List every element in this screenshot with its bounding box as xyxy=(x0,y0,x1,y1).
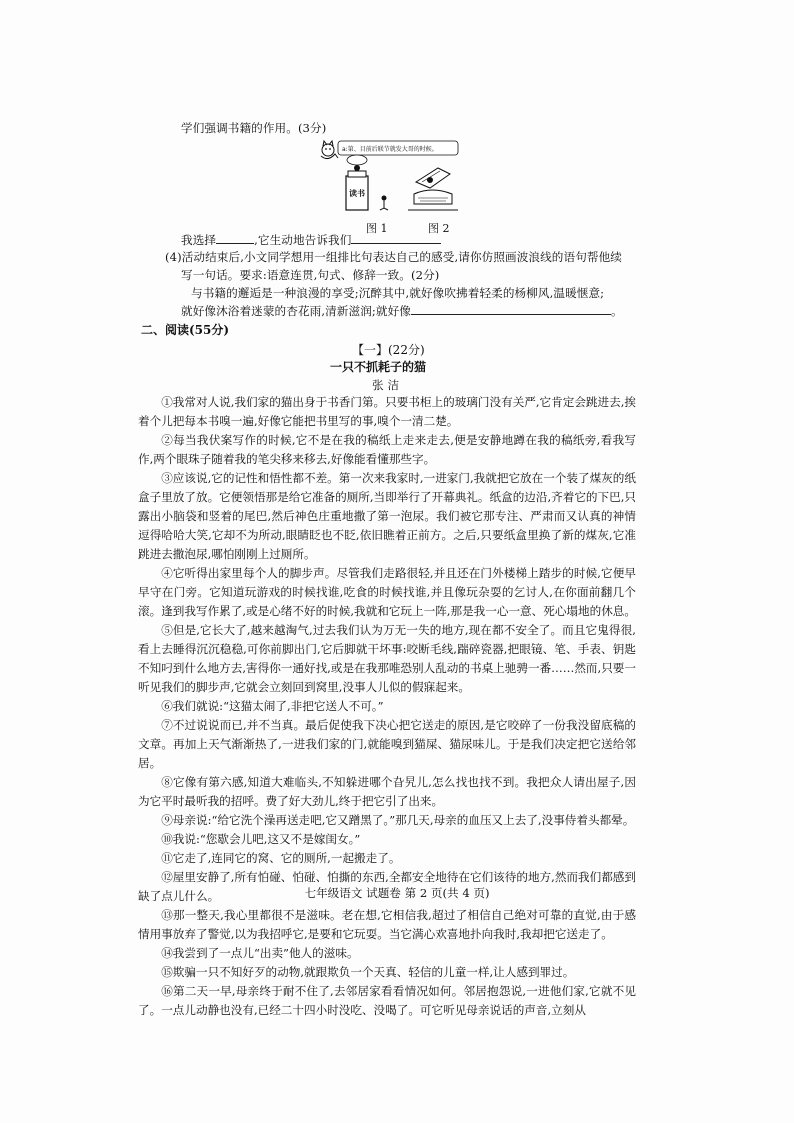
paragraph: ⑦不过说说而已,并不当真。最后促使我下决心把它送走的原因,是它咬碎了一份我没留底稿的文章。再加上天气渐渐热了,一进我们家的门,就能嗅到猫屎、猫尿味儿。于是我们决定把它送给邻居。 xyxy=(138,718,636,770)
paragraph: ⑤但是,它长大了,越来越淘气,过去我们认为万无一失的地方,现在都不安全了。而且它鬼得很,看上去睡得沉沉稳稳,可你前脚出门,它后脚就干坏事:咬断毛线,踹碎瓷器,把眼镜、笔、手表、钥匙不知叼到什么地方去,害得你一通好找,或是在我那唯恐别人乱动的书桌上驰骋一番……然而,只要一听见我们的脚步声,它就会立刻回到窝里,没事人儿似的假寐起来。 xyxy=(138,623,636,694)
page-footer: 七年级语文 试题卷 第 2 页(共 4 页) xyxy=(304,886,490,900)
select-blank[interactable] xyxy=(216,231,254,244)
book-label: 读书 xyxy=(349,189,365,198)
desk-scene-icon xyxy=(408,168,458,210)
paragraph: ⑩我说:“您歇会儿吧,这又不是嫁闺女。” xyxy=(161,832,361,846)
passage-part-label: 【一】(22分) xyxy=(352,343,425,357)
paragraph: ⑥我们就说:“这猫太闹了,非把它送人不可。” xyxy=(161,699,384,713)
q4-line-4: 就好像沐浴着迷蒙的杏花雨,清新滋润;就好像 。 xyxy=(181,304,623,318)
select-mid: ,它生动地告诉我们 xyxy=(254,233,352,247)
lesson-blank[interactable] xyxy=(351,231,441,244)
paragraph: ②每当我伏案写作的时候,它不是在我的稿纸上走来走去,便是安静地蹲在我的稿纸旁,看我写作,两个眼珠子随着我的笔尖移来移去,好像能看懂那些字。 xyxy=(138,433,636,466)
paragraph: ⑯第二天一早,母亲终于耐不住了,去邻居家看看情况如何。邻居抱怨说,一进他们家,它就不见了。一点儿动静也没有,已经二十四小时没吃、没喝了。可它听见母亲说话的声音,立刻从 xyxy=(138,984,636,1017)
q4-line-4-text: 就好像沐浴着迷蒙的杏花雨,清新滋润;就好像 xyxy=(181,304,411,318)
q4-answer-blank[interactable] xyxy=(411,302,611,315)
paragraph: ⑮欺骗一只不知好歹的动物,就跟欺负一个天真、轻信的儿童一样,让人感到罪过。 xyxy=(161,965,575,979)
paragraph: ⑬那一整天,我心里都很不是滋味。老在想,它相信我,超过了相信自己绝对可靠的直觉,由于感情用事放弃了警觉,以为我招呼它,是要和它玩耍。当它满心欢喜地扑向我时,我却把它送走了。 xyxy=(138,908,636,941)
paragraph: ⑪它走了,连同它的窝、它的厕所,一起搬走了。 xyxy=(161,851,401,865)
select-prefix: 我选择 xyxy=(181,233,217,247)
figure-2-label: 图 2 xyxy=(428,222,450,235)
q4-line-1: (4)活动结束后,小文同学想用一组排比句表达自己的感受,请你仿照画波浪线的语句帮他续 xyxy=(165,250,622,264)
q4-line-2: 写一句话。要求:语意连贯,句式、修辞一致。(2分) xyxy=(181,268,440,282)
paragraph: ④它听得出家里每个人的脚步声。尽管我们走路很轻,并且还在门外楼梯上踏步的时候,它便早早守在门旁。它知道玩游戏的时候找谁,吃食的时候找谁,并且像玩杂耍的乞讨人,在你面前翻几个滚。逢到我写作累了,或是心绪不好的时候,我就和它玩上一阵,那是我一心一意、死心塌地的休息。 xyxy=(138,566,636,618)
q4-line-3: 与书籍的邂逅是一种浪漫的享受;沉醉其中,就好像吹拂着轻柔的杨柳风,温暖惬意; xyxy=(191,286,605,300)
section-two-heading: 二、阅读(55分) xyxy=(141,323,230,337)
book-box-icon xyxy=(346,155,368,210)
paragraph: ①我常对人说,我们家的猫出身于书香门第。只要书柜上的玻璃门没有关严,它肯定会跳进去,挨着个儿把每本书嗅一遍,好像它能把书里写的事,嗅个一清二楚。 xyxy=(138,395,636,428)
small-figure-icon xyxy=(380,196,388,211)
paragraph: ⑨母亲说:“给它洗个澡再送走吧,它又蹭黑了。”那几天,母亲的血压又上去了,没事侍着头都晕。 xyxy=(161,813,635,827)
paragraph: ⑧它像有第六感,知道大难临头,不知躲进哪个旮旯儿,怎么找也找不到。我把众人请出屋子,因为它平时最听我的招呼。费了好大劲儿,终于把它引了出来。 xyxy=(138,775,636,808)
bubble-text: a:第、目前后联节就发大哥的时候。 xyxy=(342,146,438,153)
passage-title: 一只不抓耗子的猫 xyxy=(330,360,427,374)
cartoon-cat-icon xyxy=(321,141,338,159)
paragraph: ⑫屋里安静了,所有怕碰、怕碰、怕撕的东西,全都安全地待在它们该待的地方,然而我们都感到缺了点儿什么。 xyxy=(138,870,636,903)
illustration-figures xyxy=(318,138,464,235)
paragraph: ③应该说,它的记性和悟性都不差。第一次来我家时,一进家门,我就把它放在一个装了煤灰的纸盒子里放了放。它便领悟那是给它准备的厕所,当即举行了开幕典礼。纸盒的边沿,齐着它的下巴,只露出小脑袋和竖着的尾巴,然后神色庄重地撒了第一泡尿。我们被它那专注、严肃而又认真的神情逗得哈哈大笑,它却不为所动,眼睛眨也不眨,依旧瞧着正前方。之后,只要纸盒里换了新的煤灰,它准跳进去撒泡尿,哪怕刚刚上过厕所。 xyxy=(138,471,636,561)
paragraph: ⑭我尝到了一点儿“出卖”他人的滋味。 xyxy=(161,946,359,960)
cartoon-illustration xyxy=(318,138,464,222)
passage-author: 张 洁 xyxy=(372,378,400,392)
figure-1-label: 图 1 xyxy=(366,222,388,235)
intro-line: 学们强调书籍的作用。(3分) xyxy=(181,121,327,135)
